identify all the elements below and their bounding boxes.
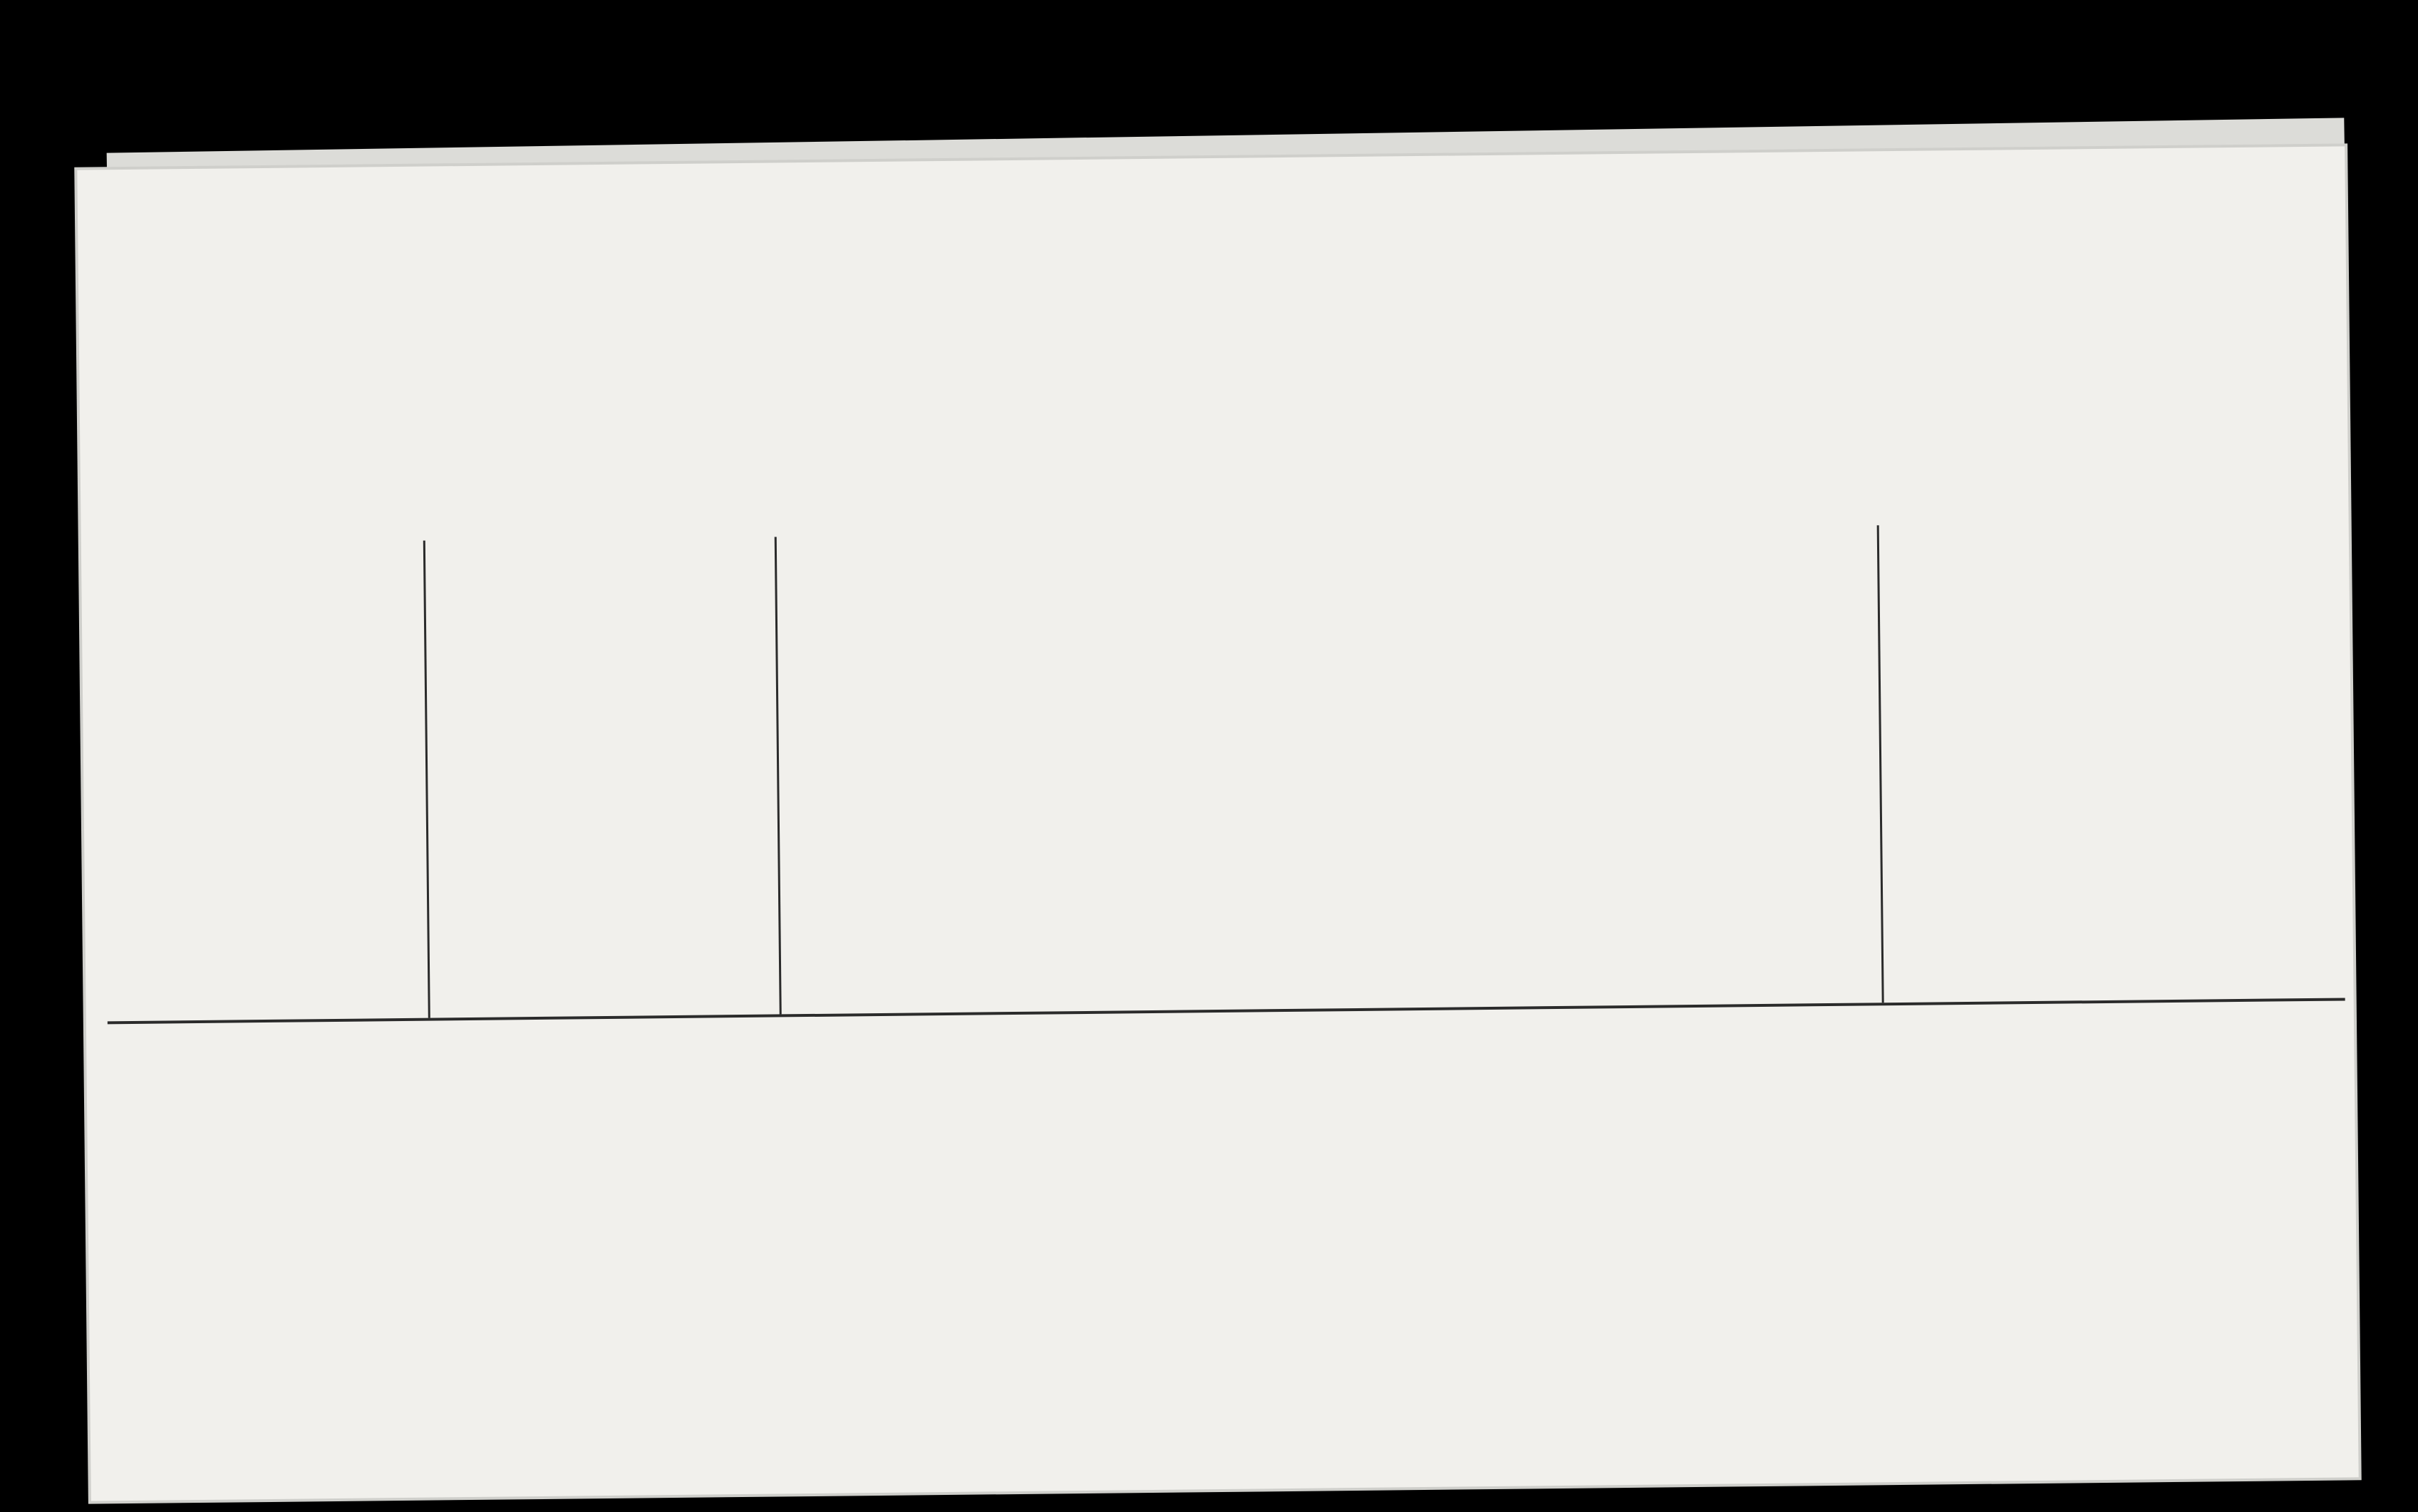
population-block [1877, 520, 2347, 1003]
crop-table [99, 190, 2340, 544]
lease-table [108, 998, 2350, 1498]
middle-section [103, 520, 2345, 1021]
trade-block [423, 537, 782, 1018]
hired-workers-block [181, 541, 386, 1020]
workers-title [386, 569, 426, 983]
census-card-sheet [77, 146, 2358, 1501]
private-farms-block [775, 525, 1881, 1014]
